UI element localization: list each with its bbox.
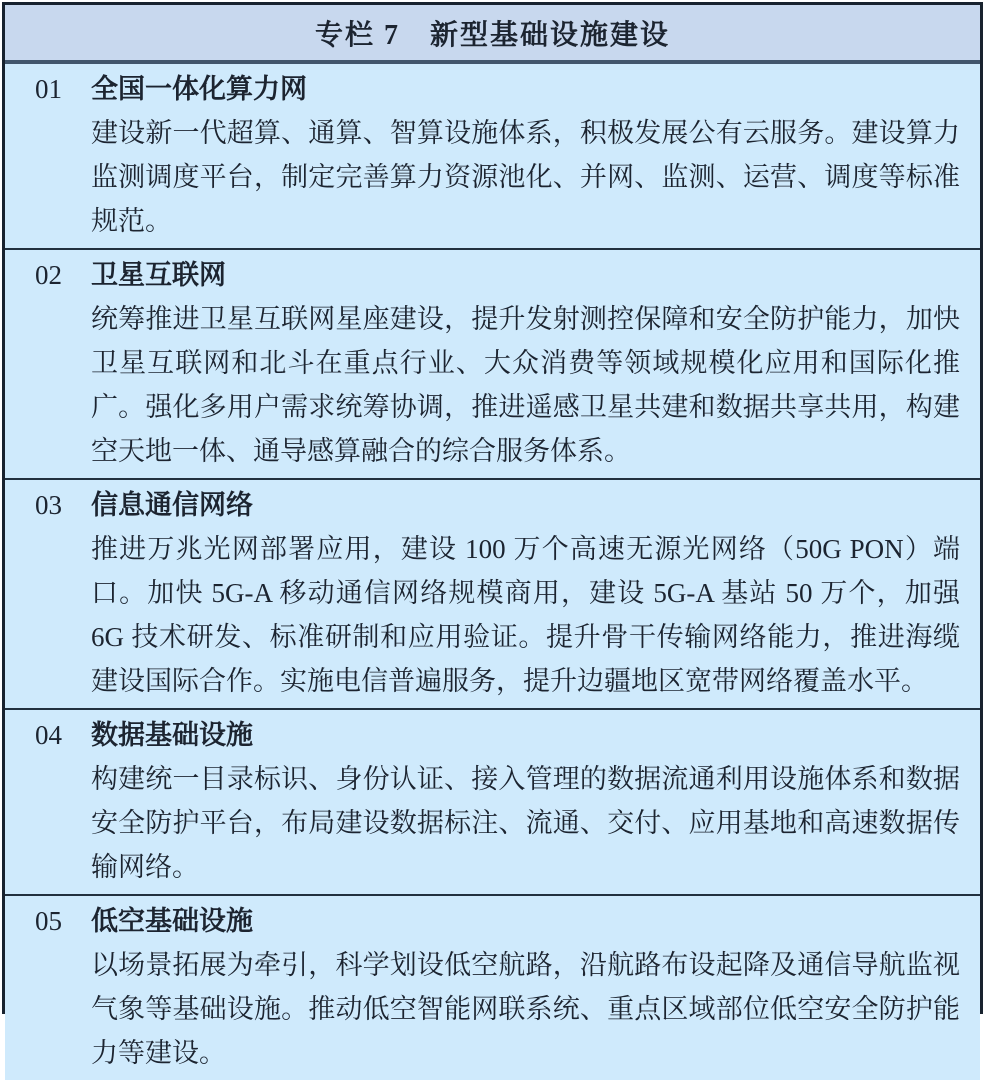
section-body: 统筹推进卫星互联网星座建设，提升发射测控保障和安全防护能力，加快卫星互联网和北斗在重点行业、大众消费等领域规模化应用和国际化推广。强化多用户需求统筹协调，推进遥感卫星共建和数据共享共用，构建空天地一体、通导感算融合的综合服务体系。 — [91, 304, 960, 466]
box-section-05 — [5, 896, 980, 1080]
box-title: 专栏 7 新型基础设施建设 — [314, 19, 670, 51]
box-section-03 — [5, 480, 980, 710]
section-title: 卫星互联网 — [91, 260, 226, 290]
section-body: 构建统一目录标识、身份认证、接入管理的数据流通利用设施体系和数据安全防护平台，布局建设数据标注、流通、交付、应用基地和高速数据传输网络。 — [91, 764, 960, 882]
box-section-02 — [5, 250, 980, 480]
section-number: 01 — [35, 74, 62, 104]
section-number: 05 — [35, 906, 62, 936]
section-title: 低空基础设施 — [91, 906, 253, 936]
section-title: 数据基础设施 — [91, 720, 253, 750]
section-body: 以场景拓展为牵引，科学划设低空航路，沿航路布设起降及通信导航监视气象等基础设施。推动低空智能网联系统、重点区域部位低空安全防护能力等建设。 — [91, 950, 960, 1068]
section-number: 04 — [35, 720, 62, 750]
section-body: 推进万兆光网部署应用，建设 100 万个高速无源光网络（50G PON）端口。加快 5G-A 移动通信网络规模商用，建设 5G-A 基站 50 万个，加强 6G 技术研发、标准研制和应用验证。提升骨干传输网络能力，推进海缆建设国际合作。实施电信普遍服务，提升边疆地区宽带网络覆盖水平。 — [91, 534, 960, 696]
section-title: 信息通信网络 — [91, 490, 253, 520]
section-number: 03 — [35, 490, 62, 520]
section-number: 02 — [35, 260, 62, 290]
box-section-04 — [5, 710, 980, 896]
section-body: 建设新一代超算、通算、智算设施体系，积极发展公有云服务。建设算力监测调度平台，制定完善算力资源池化、并网、监测、运营、调度等标准规范。 — [91, 118, 960, 236]
section-title: 全国一体化算力网 — [91, 74, 307, 104]
infrastructure-box — [2, 2, 983, 1068]
box-header — [5, 5, 980, 64]
box-section-01 — [5, 64, 980, 250]
